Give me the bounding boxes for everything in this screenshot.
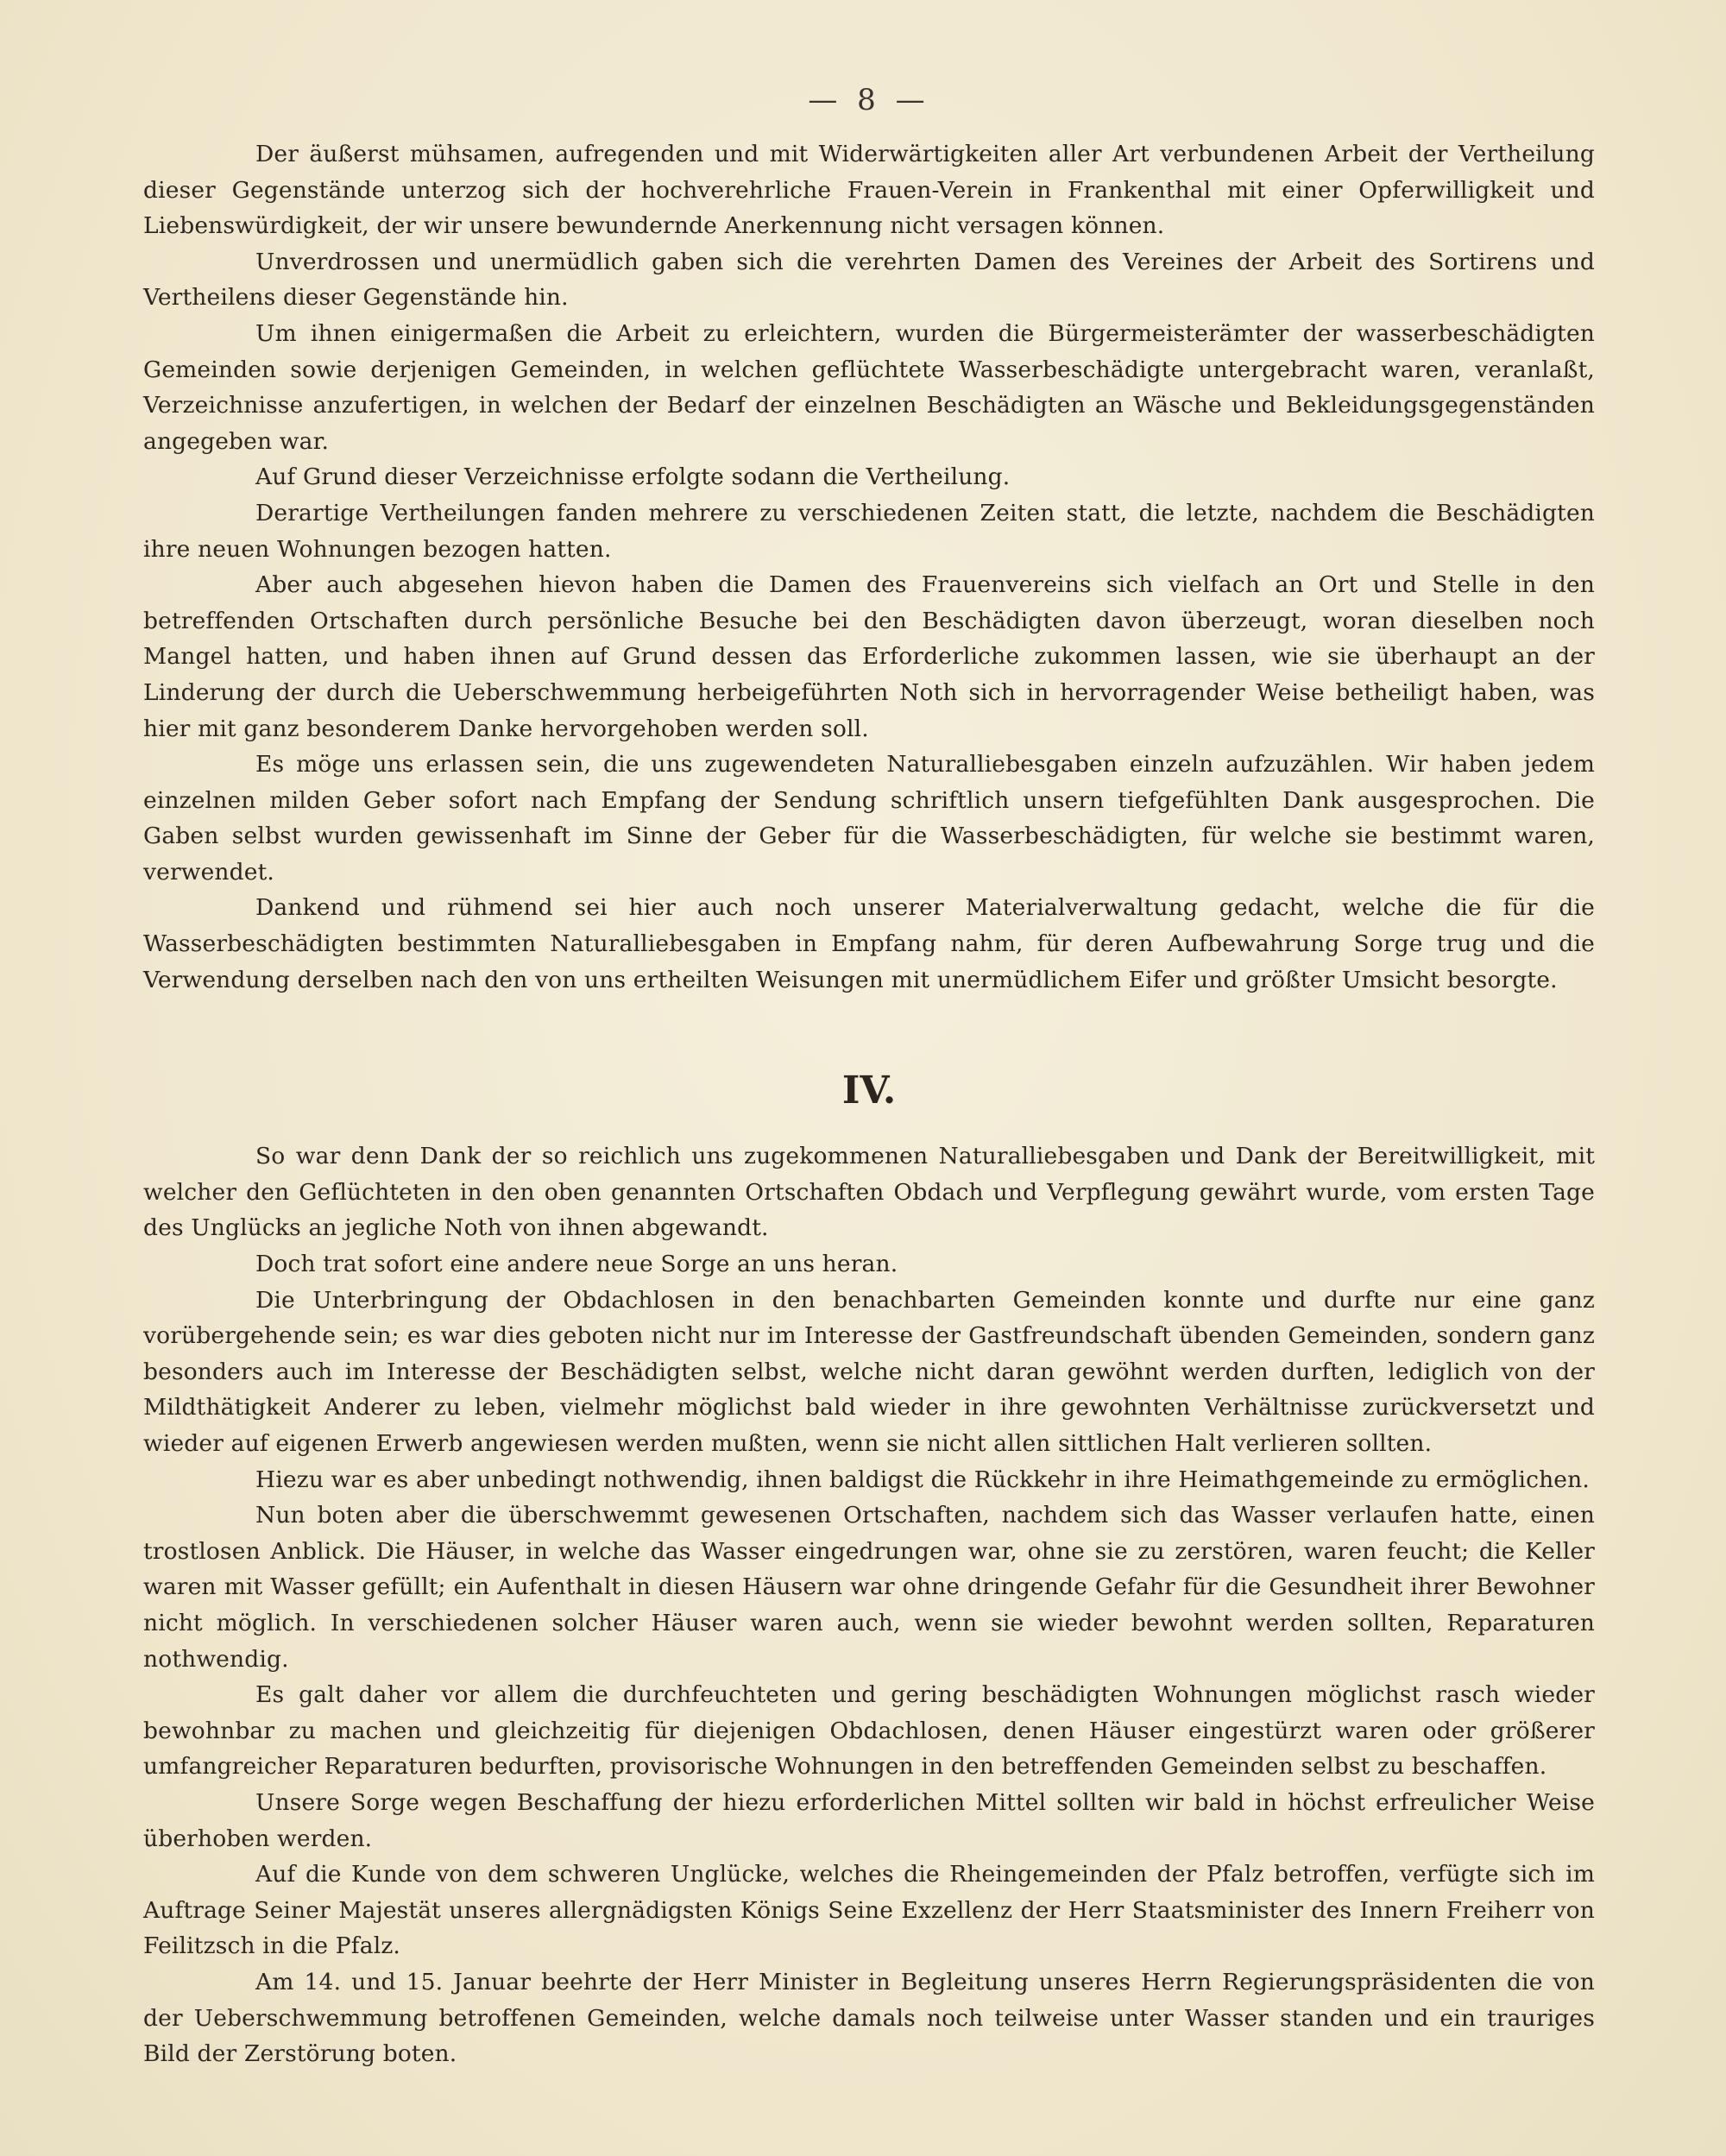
section-heading: IV. — [841, 1069, 897, 1113]
paragraph: So war denn Dank der so reichlich uns zugekommenen Naturalliebesgaben und Dank der Bereitwilligkeit, mit welcher den Geflüchteten in den oben genannten Ortschaften Obdach und Verpflegung gewährt wurde, vom ersten Tage des Unglücks an jegliche Noth von ihnen abgewandt. — [143, 1143, 1595, 1242]
paragraph: Derartige Vertheilungen fanden mehrere zu verschiedenen Zeiten statt, die letzte, nachdem die Beschädigten ihre neuen Wohnungen bezogen hatten. — [143, 499, 1595, 563]
page-number: — 8 — — [808, 83, 930, 117]
paragraph: Unverdrossen und unermüdlich gaben sich die verehrten Damen des Vereines der Arbeit des Sortirens und Vertheilens dieser Gegenstände hin. — [143, 248, 1595, 312]
paragraph: Doch trat sofort eine andere neue Sorge an uns heran. — [255, 1251, 898, 1278]
paragraph: Am 14. und 15. Januar beehrte der Herr Minister in Begleitung unseres Herrn Regierungspräsidenten die von der Ueberschwemmung betroffenen Gemeinden, welche damals noch teilweise unter Wasser standen und ein trauriges Bild der Zerstörung boten. — [143, 1968, 1595, 2068]
paragraph: Nun boten aber die überschwemmt gewesenen Ortschaften, nachdem sich das Wasser verlaufen hatte, einen trostlosen Anblick. Die Häuser, in welche das Wasser eingedrungen war, ohne sie zu zerstören, waren feucht; die Keller waren mit Wasser gefüllt; ein Aufenthalt in diesen Häusern war ohne dringende Gefahr für die Gesundheit ihrer Bewohner nicht möglich. In verschiedenen solcher Häuser waren auch, wenn sie wieder bewohnt werden sollten, Reparaturen nothwendig. — [143, 1502, 1595, 1673]
paragraph: Aber auch abgesehen hievon haben die Damen des Frauenvereins sich vielfach an Ort und Stelle in den betreffenden Ortschaften durch persönliche Besuche bei den Beschädigten davon überzeugt, woran dieselben noch Mangel hatten, und haben ihnen auf Grund dessen das Erforderliche zukommen lassen, wie sie überhaupt an der Linderung der durch die Ueberschwemmung herbeigeführten Noth sich in hervorragender Weise betheiligt haben, was hier mit ganz besonderem Danke hervorgehoben werden soll. — [143, 571, 1595, 742]
section-iii-continuation — [143, 136, 1595, 998]
paragraph: Die Unterbringung der Obdachlosen in den benachbarten Gemeinden konnte und durfte nur eine ganz vorübergehende sein; es war dies geboten nicht nur im Interesse der Gastfreundschaft übenden Gemeinden, sondern ganz besonders auch im Interesse der Beschädigten selbst, welche nicht daran gewöhnt werden durften, lediglich von der Mildthätigkeit Anderer zu leben, vielmehr möglichst bald wieder in ihre gewohnten Verhältnisse zurückversetzt und wieder auf eigenen Erwerb angewiesen werden mußten, wenn sie nicht allen sittlichen Halt verlieren sollten. — [143, 1286, 1595, 1457]
paragraph: Der äußerst mühsamen, aufregenden und mit Widerwärtigkeiten aller Art verbundenen Arbeit der Vertheilung dieser Gegenstände unterzog sich der hochverehrliche Frauen-Verein in Frankenthal mit einer Opferwilligkeit und Liebenswürdigkeit, der wir unsere bewundernde Anerkennung nicht versagen können. — [143, 141, 1595, 240]
paragraph: Hiezu war es aber unbedingt nothwendig, ihnen baldigst die Rückkehr in ihre Heimathgemeinde zu ermöglichen. — [255, 1466, 1590, 1493]
paragraph: Es galt daher vor allem die durchfeuchteten und gering beschädigten Wohnungen möglichst rasch wieder bewohnbar zu machen und gleichzeitig für diejenigen Obdachlosen, denen Häuser eingestürzt waren oder größerer umfangreicher Reparaturen bedurften, provisorische Wohnungen in den betreffenden Gemeinden selbst zu beschaffen. — [143, 1681, 1595, 1781]
section-iv — [143, 1138, 1595, 2071]
paragraph: Dankend und rühmend sei hier auch noch unserer Materialverwaltung gedacht, welche die für die Wasserbeschädigten bestimmten Naturalliebesgaben in Empfang nahm, für deren Aufbewahrung Sorge trug und die Verwendung derselben nach den von uns ertheilten Weisungen mit unermüdlichem Eifer und größter Umsicht besorgte. — [143, 894, 1595, 993]
paragraph: Es möge uns erlassen sein, die uns zugewendeten Naturalliebesgaben einzeln aufzuzählen. Wir haben jedem einzelnen milden Geber sofort nach Empfang der Sendung schriftlich unsern tiefgefühlten Dank ausgesprochen. Die Gaben selbst wurden gewissenhaft im Sinne der Geber für die Wasserbeschädigten, für welche sie bestimmt waren, verwendet. — [143, 751, 1595, 886]
paragraph: Um ihnen einigermaßen die Arbeit zu erleichtern, wurden die Bürgermeisterämter der wasserbeschädigten Gemeinden sowie derjenigen Gemeinden, in welchen geflüchtete Wasserbeschädigte untergebracht waren, veranlaßt, Verzeichnisse anzufertigen, in welchen der Bedarf der einzelnen Beschädigten an Wäsche und Bekleidungsgegenständen angegeben war. — [143, 319, 1595, 455]
paragraph: Auf Grund dieser Verzeichnisse erfolgte sodann die Vertheilung. — [255, 463, 1011, 491]
paragraph: Auf die Kunde von dem schweren Unglücke, welches die Rheingemeinden der Pfalz betroffen, verfügte sich im Auftrage Seiner Majestät unseres allergnädigsten Königs Seine Exzellenz der Herr Staatsminister des Innern Freiherr von Feilitzsch in die Pfalz. — [143, 1861, 1595, 1960]
paragraph: Unsere Sorge wegen Beschaffung der hiezu erforderlichen Mittel sollten wir bald in höchst erfreulicher Weise überhoben werden. — [143, 1788, 1595, 1852]
